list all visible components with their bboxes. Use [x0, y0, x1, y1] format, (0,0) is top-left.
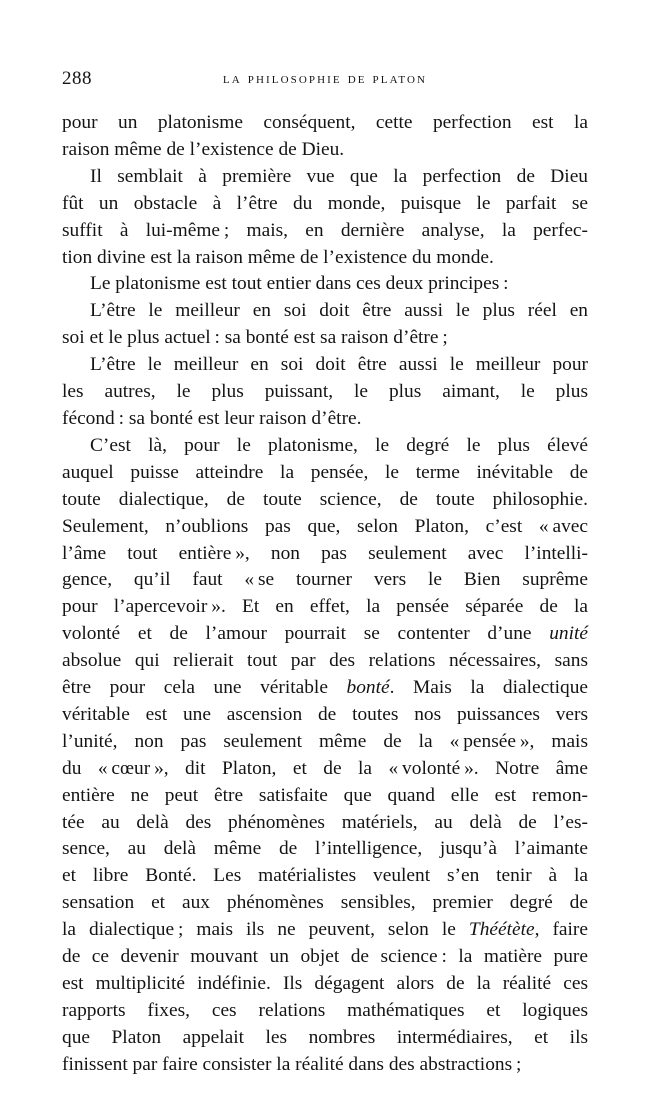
- text-line: Il semblait à première vue que la perfection de Dieu: [90, 165, 588, 187]
- paragraph: [62, 164, 588, 272]
- text-line: sensation et aux phénomènes sensibles, premier degré de: [62, 892, 588, 914]
- text-column: [62, 110, 588, 1079]
- text-line: de ce devenir mouvant un objet de science : la matière pure: [62, 946, 588, 968]
- emphasis: unité: [549, 623, 588, 645]
- paragraph: [62, 433, 588, 1079]
- text-line: soi et le plus actuel : sa bonté est sa raison d’être ;: [62, 327, 448, 349]
- text-line: et libre Bonté. Les matérialistes veulent s’en tenir à la: [62, 865, 588, 887]
- text-line: finissent par faire consister la réalité dans des abstractions ;: [62, 1053, 522, 1075]
- text-line: l’âme tout entière », non pas seulement avec l’intelli-: [62, 542, 588, 564]
- text-line: raison même de l’existence de Dieu.: [62, 138, 345, 160]
- text-line: tée au delà des phénomènes matériels, au delà de l’es-: [62, 811, 588, 833]
- paragraph: [62, 110, 588, 164]
- text-line: L’être le meilleur en soi doit être aussi le plus réel en: [90, 300, 588, 322]
- emphasis: bonté: [346, 677, 390, 699]
- text-line: Le platonisme est tout entier dans ces deux principes :: [90, 273, 509, 295]
- text-line: suffit à lui-même ; mais, en dernière analyse, la perfec-: [62, 219, 588, 241]
- paragraph: [62, 298, 588, 352]
- text-line: est multiplicité indéfinie. Ils dégagent alors de la réalité ces: [62, 973, 588, 994]
- text-line: pour l’apercevoir ». Et en effet, la pensée séparée de la: [62, 596, 588, 618]
- text-line: C’est là, pour le platonisme, le degré le plus élevé: [90, 434, 588, 456]
- text-line: du « cœur », dit Platon, et de la « volonté ». Notre âme: [62, 757, 588, 779]
- text-line: absolue qui relierait tout par des relations nécessaires, sans: [62, 650, 588, 672]
- text-line: volonté et de l’amour pourrait se contenter d’une unité: [62, 623, 588, 645]
- text-line: tion divine est la raison même de l’existence du monde.: [62, 246, 494, 268]
- text-line: pour un platonisme conséquent, cette perfection est la: [62, 112, 588, 133]
- text-line: Seulement, n’oublions pas que, selon Platon, c’est « avec: [62, 515, 588, 537]
- text-line: que Platon appelait les nombres intermédiaires, et ils: [62, 1026, 588, 1048]
- text-line: les autres, le plus puissant, le plus aimant, le plus: [62, 381, 588, 403]
- paragraph: [62, 352, 588, 433]
- text-line: véritable est une ascension de toutes nos puissances vers: [62, 703, 588, 725]
- text-line: la dialectique ; mais ils ne peuvent, selon le Théétète, faire: [62, 919, 588, 941]
- text-line: fécond : sa bonté est leur raison d’être.: [62, 407, 362, 429]
- text-line: être pour cela une véritable bonté. Mais la dialectique: [62, 677, 588, 699]
- text-line: gence, qu’il faut « se tourner vers le Bien suprême: [62, 569, 588, 591]
- emphasis: Théétète: [468, 919, 535, 941]
- running-head: [62, 68, 588, 90]
- text-line: L’être le meilleur en soi doit être aussi le meilleur pour: [90, 354, 588, 376]
- text-line: entière ne peut être satisfaite que quand elle est remon-: [62, 784, 588, 806]
- text-line: sence, au delà même de l’intelligence, jusqu’à l’aimante: [62, 838, 588, 860]
- text-line: toute dialectique, de toute science, de toute philosophie.: [62, 488, 588, 510]
- running-title: la philosophie de platon: [222, 70, 428, 87]
- paragraph: [62, 271, 588, 298]
- text-line: fût un obstacle à l’être du monde, puisque le parfait se: [62, 192, 588, 214]
- text-line: l’unité, non pas seulement même de la « pensée », mais: [62, 730, 588, 752]
- text-line: auquel puisse atteindre la pensée, le terme inévitable de: [62, 461, 588, 483]
- text-line: rapports fixes, ces relations mathématiques et logiques: [62, 999, 588, 1021]
- page-number: 288: [62, 68, 92, 89]
